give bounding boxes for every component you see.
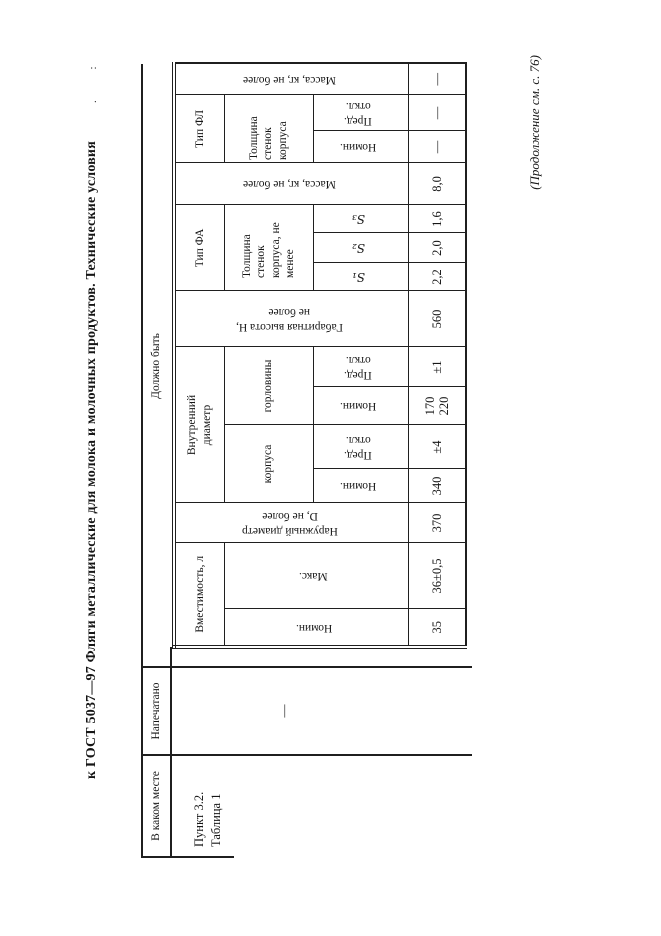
header-neck-deviation: Пред. откл. [313,347,408,387]
value-capacity-nominal: 35 [408,609,466,647]
header-fl-nominal: Номин. [313,131,408,163]
column-header-printed: Напечатано [150,682,162,740]
header-inner-diameter: Внутренний диаметр [174,347,224,503]
header-body-nominal: Номин. [313,469,408,503]
continuation-note: (Продолжение см. с. 76) [527,55,542,190]
value-neck-deviation: ±1 [408,347,466,387]
value-s1: 2,2 [408,263,466,291]
corrections-table [172,62,467,649]
header-body-deviation: Пред. откл. [313,425,408,469]
header-overall-height: Габаритная высота Н, не более [174,291,408,347]
header-outer-diameter: Наружный диаметр D, не более [174,503,408,543]
header-row-2 [224,63,313,647]
value-s3: 1,6 [408,205,466,233]
value-mass-fl: — [408,63,466,95]
header-type-fa: Тип ФА [174,205,224,291]
header-s3: S₃ [313,205,408,233]
value-overall-height: 560 [408,291,466,347]
header-row-rule [170,647,172,858]
document-title: к ГОСТ 5037—97 Фляги металлические для молока и молочных продуктов. Технические условия [84,141,99,779]
header-fl-thickness: Толщина стенок корпуса [224,95,313,163]
header-fl-deviation: Пред. откл. [313,95,408,131]
printed-value-dash: — [276,704,291,718]
header-inner-body: корпуса [224,425,313,503]
value-neck-nominal: 170 220 [408,387,466,425]
table-left-rule [141,856,234,858]
header-capacity: Вместимость, л [174,543,224,647]
header-inner-neck: горловины [224,347,313,425]
column-separator-where-printed [141,755,472,757]
header-s2: S₂ [313,233,408,263]
value-body-deviation: ±4 [408,425,466,469]
where-value [191,792,225,847]
header-capacity-max: Макс. [224,543,408,609]
value-capacity-max: 36±0,5 [408,543,466,609]
value-s2: 2,0 [408,233,466,263]
scan-artifact-dots: . : [87,52,99,103]
value-outer-diameter: 370 [408,503,466,543]
where-value-line2: Таблица 1 [209,793,223,847]
header-mass-fa: Масса, кг, не более [174,163,408,205]
column-header-should-be: Должно быть [150,333,162,399]
column-header-where: В каком месте [150,771,162,841]
header-mass-fl: Масса, кг, не более [174,63,408,95]
value-fl-nominal: — [408,131,466,163]
header-type-fl: Тип ФЛ [174,95,224,163]
header-fa-thickness: Толщина стенок корпуса, не менее [224,205,313,291]
header-neck-nominal: Номин. [313,387,408,425]
value-fl-deviation: — [408,95,466,131]
header-capacity-nominal: Номин. [224,609,408,647]
header-row-1 [174,63,224,647]
header-s1: S₁ [313,263,408,291]
value-mass-fa: 8,0 [408,163,466,205]
value-body-nominal: 340 [408,469,466,503]
data-row [408,63,466,647]
where-value-line1: Пункт 3.2. [192,791,206,847]
column-separator-printed-should [141,667,472,669]
